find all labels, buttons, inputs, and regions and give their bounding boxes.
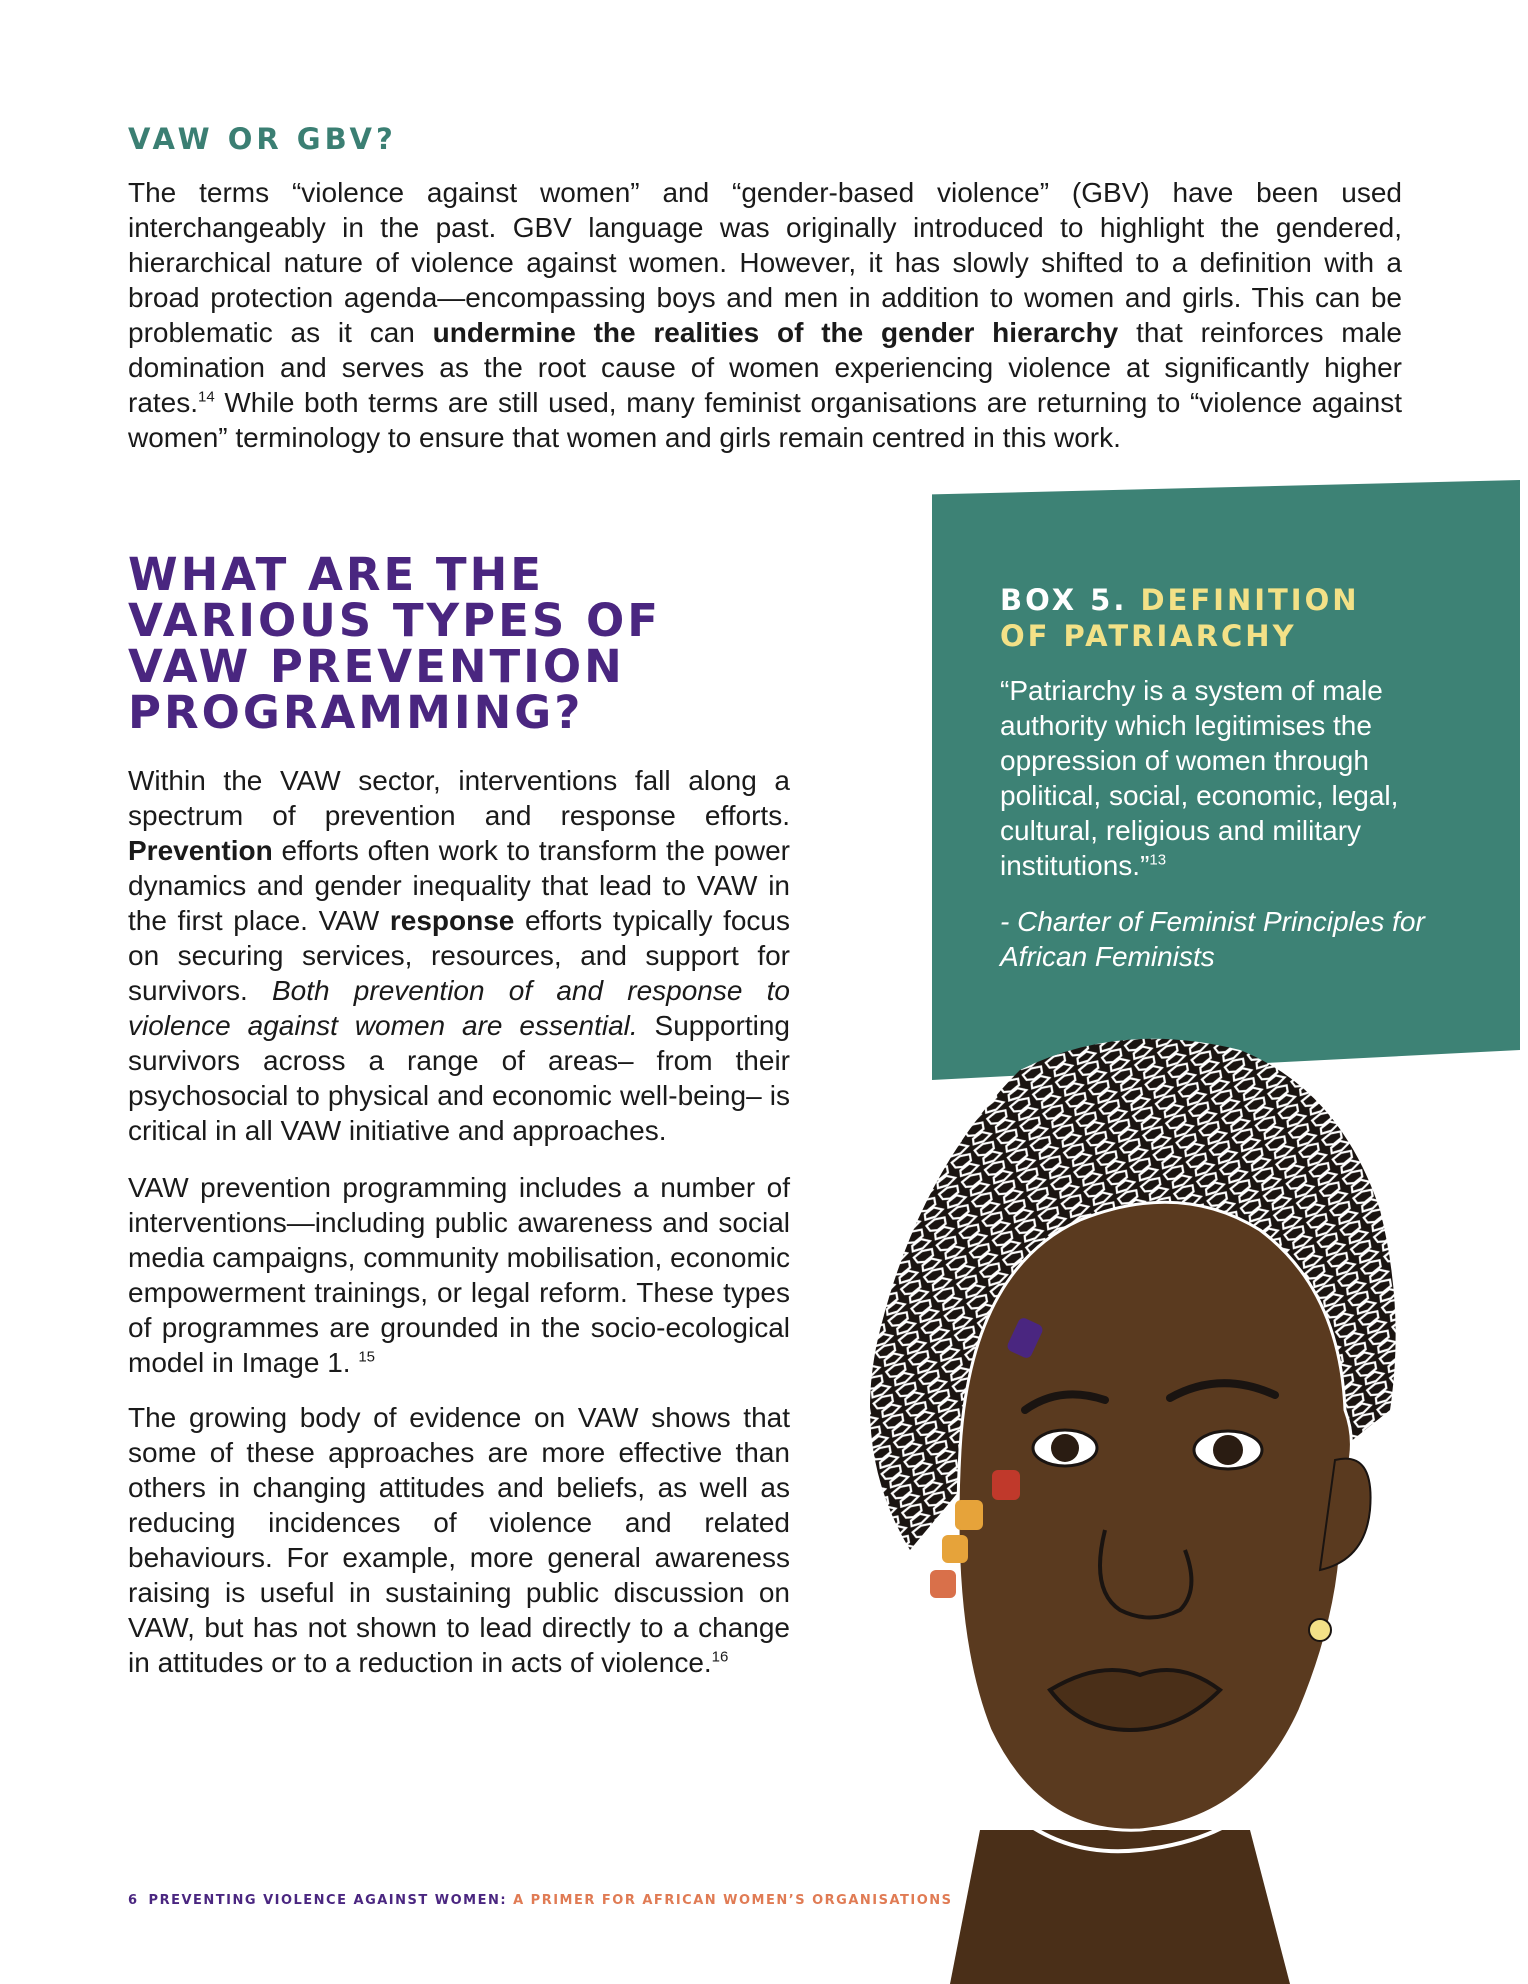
intro-bold-text: undermine the realities of the gender hierarchy	[432, 317, 1119, 348]
box-title-accent: DEFINITION OF PATRIARCHY	[1000, 583, 1360, 653]
intro-text-b: that reinforces male domination and serves as the root cause of women experiencing violence at significantly higher rates.	[128, 317, 1402, 418]
para2-text: VAW prevention programming includes a number of interventions—including public awareness and social media campaigns, community mobilisation, economic empowerment trainings, or legal reform. These types of programmes are grounded in the socio-ecological model in Image 1.	[128, 1172, 790, 1378]
evidence-paragraph	[128, 1400, 790, 1680]
bead-orange	[955, 1500, 983, 1530]
footer-title: PREVENTING VIOLENCE AGAINST WOMEN:	[148, 1893, 508, 1908]
box-quote	[1000, 673, 1430, 883]
para1-text-c: efforts typically focus on securing services, resources, and support for survivors.	[128, 905, 790, 1006]
para1-text-a: Within the VAW sector, interventions fall along a spectrum of prevention and response efforts.	[128, 765, 790, 831]
face-shape	[958, 1202, 1351, 1830]
prevention-types-heading: WHAT ARE THE VARIOUS TYPES OF VAW PREVENTION PROGRAMMING?	[128, 548, 661, 739]
footnote-15: 15	[358, 1348, 376, 1366]
box-title	[1000, 582, 1420, 654]
prevention-bold: Prevention	[128, 835, 273, 866]
para1-italic: Both prevention of and response to violence against women are essential.	[128, 975, 790, 1041]
bead-coral	[930, 1570, 956, 1598]
response-bold: response	[389, 905, 515, 936]
intro-text-c: While both terms are still used, many feminist organisations are returning to “violence against women” terminology to ensure that women and girls remain centred in this work.	[128, 387, 1402, 453]
footnote-14: 14	[198, 388, 215, 406]
footnote-13: 13	[1149, 851, 1167, 869]
para1-text-b: efforts often work to transform the power dynamics and gender inequality that lead to VAW in the first place. VAW	[128, 835, 790, 936]
para3-text: The growing body of evidence on VAW shows that some of these approaches are more effective than others in changing attitudes and beliefs, as well as reducing incidences of violence and related behaviours. For example, more general awareness raising is useful in sustaining public discussion on VAW, but has not shown to lead directly to a change in attitudes or to a reduction in acts of violence.	[128, 1402, 790, 1678]
page-footer	[128, 1893, 953, 1908]
right-pupil	[1213, 1435, 1243, 1465]
box-quote-text: “Patriarchy is a system of male authority which legitimises the oppression of women through political, social, economic, legal, cultural, religious and military institutions.”	[1000, 675, 1399, 881]
para1-text-d: Supporting survivors across a range of areas– from their psychosocial to physical and economic well-being– is critical in all VAW initiative and approaches.	[128, 1010, 790, 1146]
vaw-or-gbv-heading: VAW OR GBV?	[128, 122, 397, 156]
footer-subtitle: A PRIMER FOR AFRICAN WOMEN’S ORGANISATIONS	[507, 1893, 953, 1908]
left-pupil	[1051, 1434, 1079, 1462]
box-label: BOX 5.	[1000, 583, 1141, 617]
box-attribution: - Charter of Feminist Principles for African Feminists	[1000, 906, 1425, 972]
earring-icon	[1309, 1619, 1331, 1641]
programming-paragraph	[128, 1170, 790, 1380]
woman-portrait-illustration	[820, 1030, 1528, 1984]
bead-red	[992, 1470, 1020, 1500]
bead-orange-2	[942, 1535, 968, 1563]
intro-paragraph	[128, 175, 1402, 455]
page-number: 6	[128, 1893, 139, 1908]
intro-text-a: The terms “violence against women” and “gender-based violence” (GBV) have been used interchangeably in the past. GBV language was originally introduced to highlight the gendered, hierarchical nature of violence against women. However, it has slowly shifted to a definition with a broad protection agenda—encompassing boys and men in addition to women and girls. This can be problematic as it can	[128, 177, 1402, 348]
spectrum-paragraph	[128, 763, 790, 1148]
footnote-16: 16	[711, 1648, 729, 1666]
